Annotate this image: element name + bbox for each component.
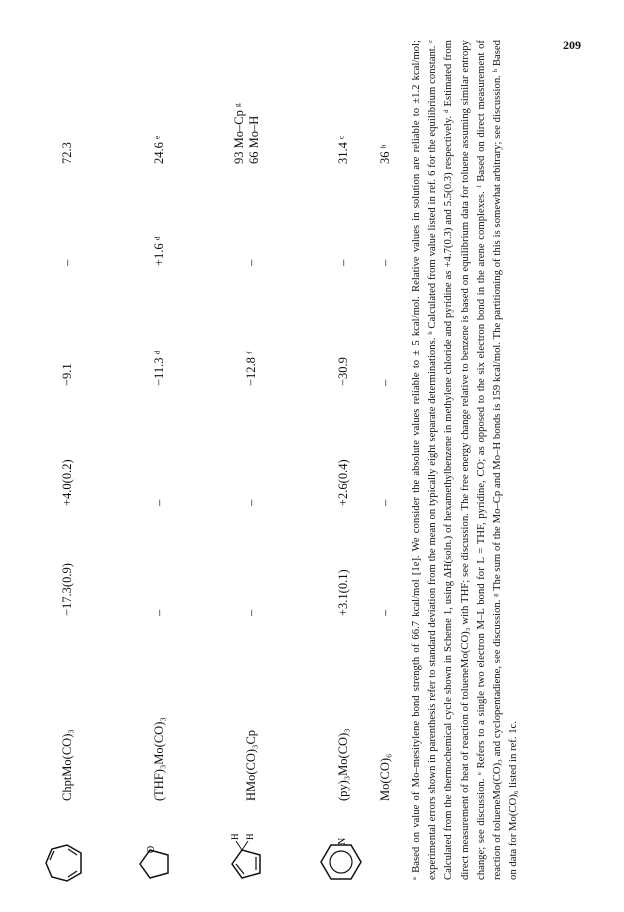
value-cell: 24.6 ᵉ — [152, 135, 166, 164]
value-cell: – — [244, 259, 258, 266]
value-cell: +1.6 ᵈ — [152, 236, 166, 266]
value-cell: – — [378, 499, 392, 506]
value-cell: – — [244, 499, 258, 506]
table-footnote: ᵃ Based on value of Mo–mesitylene bond strength of 66.7 kcal/mol [1e]. We consider the absolute values reliable to ± 5 kcal/mol. Relative values in solution are reliable to ±1.2 kcal/mol; experimental errors shown in parenthesis refer to standard deviation from the mean on typically eight separate determinations. ᵇ Calculated from value listed in ref. 6 for the equilibrium constant. ᶜ Calculated from the thermochemical cycle shown in Scheme 1, using ΔH(soln.) of hexamethylbenzene in methylene chloride and pyridine as +4.7(0.3) and 5.5(0.3) respectively. ᵈ Estimated from direct measurement of heat of reaction of tolueneMo(CO)₃ with THF; see discussion. The free energy change relative to benzene is based on equilibrium data for toluene assuming similar entropy change; see discussion. ᵉ Refers to a single two electron M–L bond for L = THF, pyridine, CO; as opposed to the six electron bond in the arene complexes. ᶠ Based on direct measurement of reaction of tolueneMo(CO)₃ and cyclopentadiene, see discussion. ᵍ The sum of the Mo–Cp and Mo–H bonds is 159 kcal/mol. The partitioning of this is somewhat arbitrary; see discussion. ʰ Based on data for Mo(CO)₆ listed in ref. 1c. — [410, 40, 520, 880]
mo-h-value: 66 Mo–H — [247, 115, 261, 164]
hydrogen-label: H — [230, 833, 240, 840]
table-row — [352, 36, 402, 886]
oxygen-label: O — [146, 845, 157, 853]
value-cell: +3.1(0.1) — [336, 569, 350, 616]
value-cell: 72.3 — [60, 142, 74, 164]
value-cell: +2.6(0.4) — [336, 459, 350, 506]
cyclopentadiene-ring-icon — [226, 832, 282, 884]
table-row — [214, 36, 294, 886]
value-cell: – — [244, 609, 258, 616]
value-cell: 36 ʰ — [378, 144, 392, 164]
cycloheptatriene-ring-icon — [42, 842, 92, 884]
tetrahydrofuran-ring-icon — [134, 840, 184, 884]
value-cell: – — [152, 609, 166, 616]
value-cell: −12.8 ᶠ — [244, 351, 258, 386]
formula-cell: (py)₃Mo(CO)₃ — [336, 728, 350, 801]
formula-cell: Mo(CO)₆ — [378, 753, 392, 801]
value-cell: – — [378, 379, 392, 386]
formula-cell: HMo(CO)₃Cp — [244, 729, 258, 801]
value-cell: −30.9 — [336, 357, 350, 386]
table-row — [30, 36, 110, 886]
value-cell — [232, 103, 262, 164]
hydrogen-label: H — [245, 833, 255, 840]
nitrogen-label: N — [337, 837, 348, 845]
value-cell: – — [152, 499, 166, 506]
value-cell: – — [378, 259, 392, 266]
value-cell: – — [60, 259, 74, 266]
formula-cell: (THF)₃Mo(CO)₃ — [152, 717, 166, 801]
value-cell: −11.3 ᵈ — [152, 350, 166, 386]
value-cell: +4.0(0.2) — [60, 459, 74, 506]
value-cell: – — [336, 259, 350, 266]
rotated-table — [30, 36, 610, 886]
formula-cell: ChptMo(CO)₃ — [60, 729, 74, 801]
value-cell: −9.1 — [60, 363, 74, 386]
value-cell: 31.4 ᶜ — [336, 135, 350, 164]
value-cell: −17.3(0.9) — [60, 563, 74, 616]
mo-cp-value: 93 Mo–Cp ᵍ — [232, 103, 246, 164]
page-number: 209 — [563, 38, 581, 52]
value-cell: – — [378, 609, 392, 616]
table-row — [122, 36, 202, 886]
